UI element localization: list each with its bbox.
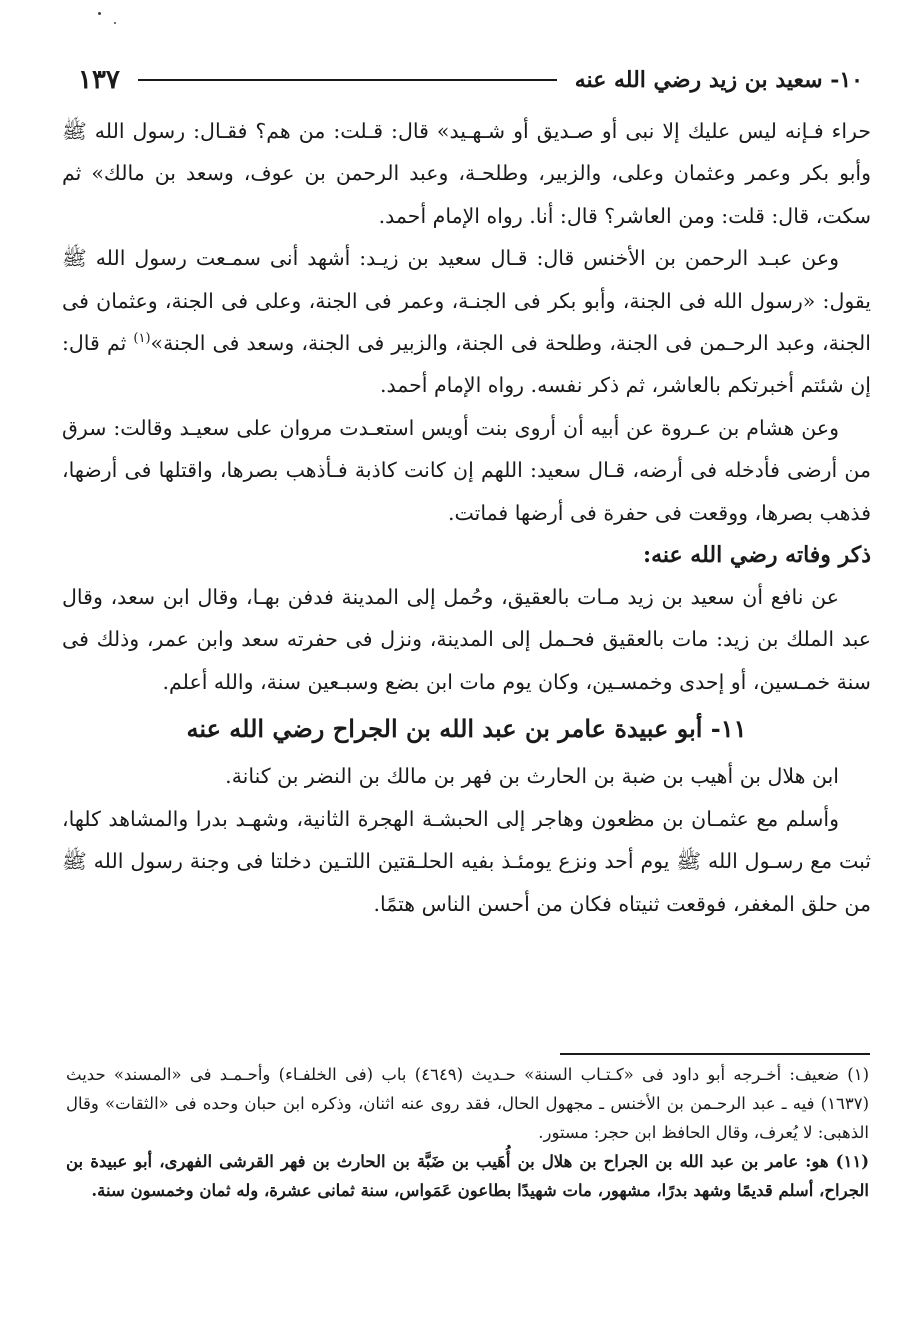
page-number: ١٣٧: [78, 65, 120, 95]
paragraph-hadith-hira: حراء فـإنه ليس عليك إلا نبى أو صـديق أو شـهـيد» قال: قـلت: من هم؟ فقـال: رسول الله ﷺ وأبو بكر وعمر وعثمان وعلى، والزبير، وطلحـة، وعبد الرحمن بن عوف، وسعد بن مالك» ثم سكت، قال: قلت: ومن العاشر؟ قال: أنا. رواه الإمام أحمد.: [62, 119, 871, 228]
paragraph-biography: وأسلم مع عثمـان بن مظعون وهاجر إلى الحبشـة الهجرة الثانية، وشهـد بدرا والمشاهد كلها، ثبت مع رسـول الله ﷺ يوم أحد ونزع يومئـذ بفيه الحلـقتين اللتـين دخلتا فى وجنة رسول الله ﷺ من حلق المغفر، فوقعت ثنيتاه فكان من أحسن الناس هتمًا.: [62, 806, 871, 916]
main-text: [62, 110, 871, 925]
paragraph-ten-promised: [62, 237, 871, 407]
paragraph-lineage: ابن هلال بن أهيب بن ضبة بن الحارث بن فهر بن مالك بن النضر بن كنانة.: [225, 764, 839, 789]
footnotes: [66, 1060, 869, 1205]
footnote-11: (١١) هو: عامر بن عبد الله بن الجراح بن هلال بن أُهَيب بن ضَبَّة بن الحارث بن فهر القرشى الفهرى، أبو عبيدة بن الجراح، أسلم قديمًا وشهد بدرًا، مشهور، مات شهيدًا بطاعون عَمَواس، سنة ثمانى عشرة، وله ثمان وخمسون سنة.: [66, 1152, 869, 1200]
chapter-title: ١٠- سعيد بن زيد رضي الله عنه: [574, 67, 863, 93]
scan-speck: [114, 22, 116, 24]
header-rule: [138, 79, 557, 81]
paragraph-arwa-story: وعن هشام بن عـروة عن أبيه أن أروى بنت أويس استعـدت مروان على سعيـد وقالت: سرق من أرضى فأدخله فى أرضه، قـال سعيد: اللهم إن كانت كاذبة فـأذهب بصرها، واقتلها فى أرضها، فذهب بصرها، ووقعت فى حفرة فى أرضها فماتت.: [62, 415, 871, 525]
section-heading: ١١- أبو عبيدة عامر بن عبد الله بن الجراح رضي الله عنه: [186, 714, 747, 744]
paragraph-text: وعن عبـد الرحمن بن الأخنس قال: قـال سعيد بن زيـد: أشهد أنى سمـعت رسول الله ﷺ يقول: «رسول الله فى الجنة، وأبو بكر فى الجنـة، وعمر فى الجنة، وعلى فى الجنة، وعثمان فى الجنة، وعبد الرحـمن فى الجنة، وطلحة فى الجنة، والزبير فى الجنة، وسعد فى الجنة»: [62, 246, 871, 356]
paragraph-death: عن نافع أن سعيد بن زيد مـات بالعقيق، وحُمل إلى المدينة فدفن بهـا، وقال ابن سعد، وقال عبد الملك بن زيد: مات بالعقيق فحـمل إلى المدينة، ونزل فى حفرته سعد وابن عمر، وذلك فى سنة خمـسين، أو إحدى وخمسـين، وكان يوم مات ابن بضع وسبـعين سنة، والله أعلم.: [62, 585, 871, 694]
death-heading: ذكر وفاته رضي الله عنه:: [642, 542, 871, 569]
footnote-ref-1: (١): [133, 331, 151, 347]
page-header: [78, 60, 863, 100]
footnote-1: (١) ضعيف: أخـرجه أبو داود فى «كـتـاب السنة» حـديث (٤٦٤٩) باب (فى الخلفـاء) وأحـمـد فى «المسند» حديث (١٦٣٧) فيه ـ عبد الرحـمن بن الأخنس ـ مجهول الحال، فقد روى عنه اثنان، وذكره ابن حبان وحده فى «الثقات» وقال الذهبى: لا يُعرف، وقال الحافظ ابن حجر: مستور.: [66, 1065, 870, 1142]
paragraph-text-end: ثم قال: إن شئتم أخبرتكم بالعاشر، ثم ذكر نفسه. رواه الإمام أحمد.: [62, 331, 871, 398]
scan-speck: [98, 12, 101, 15]
footnote-separator: [560, 1053, 870, 1055]
